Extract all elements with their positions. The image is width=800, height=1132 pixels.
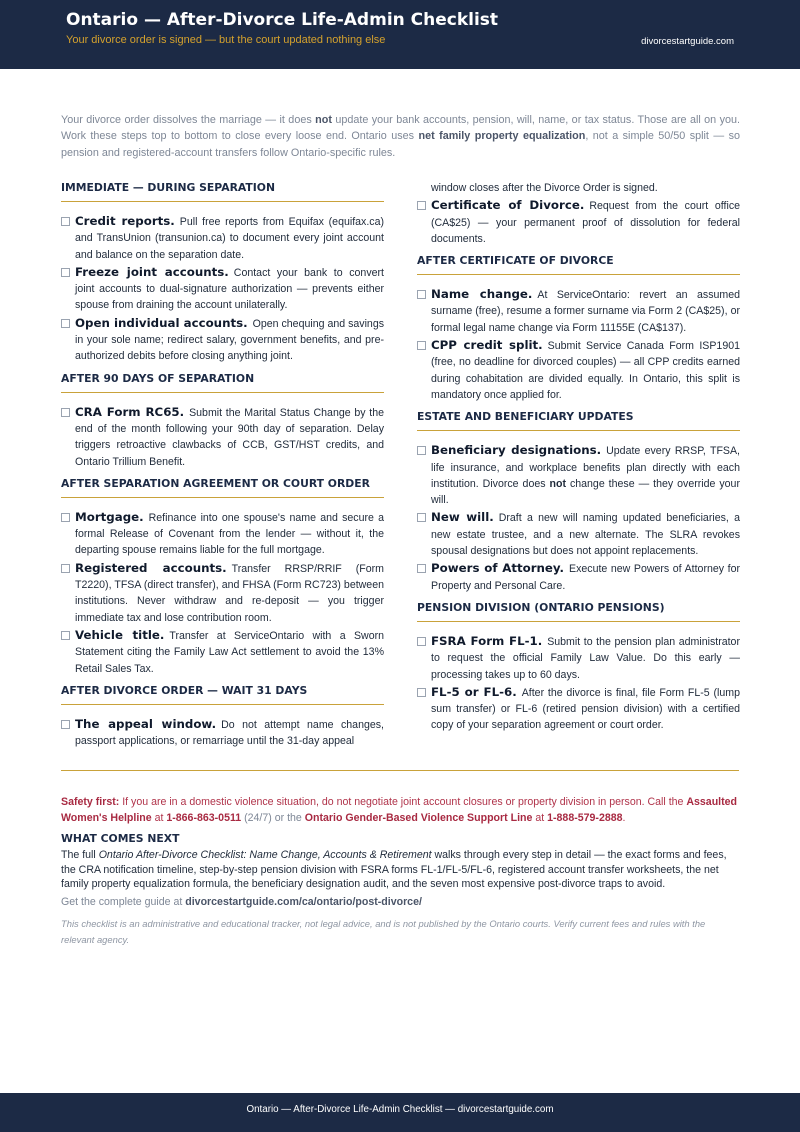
what-comes-next-body: The full Ontario After-Divorce Checklist: Name Change, Accounts & Retirement walks through every step in detail — the exact forms and fees, the CRA notification timeline, step-by-step pension division with FSRA forms FL-1/FL-5/FL-6, registered account transfer worksheets, the net family property equalization formula, the beneficiary designation audit, and the seven most expensive post-divorce traps to avoid. (61, 849, 727, 891)
checkbox[interactable] (61, 720, 70, 729)
checklist-item-mortgage: Mortgage. Refinance into one spouse's name and secure a formal Release of Covenant from the lender — without it, the departing spouse remains liable for the full mortgage. (61, 509, 384, 559)
intro-paragraph: Your divorce order dissolves the marriage — it does not update your bank accounts, pension, will, name, or tax status. Those are all on you. Work these steps top to bottom to close every loose end. Ontario uses net family property equalization, not a simple 50/50 split — so pension and registered-account transfers follow Ontario-specific rules. (61, 114, 740, 159)
disclaimer: This checklist is an administrative and educational tracker, not legal advice, and is not published by the Ontario courts. Verify current fees and rules with the relevant agency. (61, 918, 706, 945)
checklist-item-certificate: Certificate of Divorce. Request from the court office (CA$25) — your permanent proof of dissolution for federal documents. (417, 197, 740, 247)
helpline-link[interactable]: Assaulted Women's Helpline (61, 796, 738, 824)
checkbox[interactable] (61, 408, 70, 417)
section-heading-estate: ESTATE AND BENEFICIARY UPDATES (417, 409, 740, 431)
checklist-item-powers-of-attorney: Powers of Attorney. Execute new Powers of Attorney for Property and Personal Care. (417, 560, 740, 594)
section-heading-agreement: AFTER SEPARATION AGREEMENT OR COURT ORDER (61, 476, 384, 498)
checklist-item-registered-accounts: Registered accounts. Transfer RRSP/RRIF (Form T2220), TFSA (direct transfer), and FHSA (Form RC723) between institutions. Never withdraw and re-deposit — you trigger immediate tax and lose contribution room. (61, 560, 384, 626)
checkbox[interactable] (61, 319, 70, 328)
checklist-item-rc65: CRA Form RC65. Submit the Marital Status Change by the end of the month following your 90th day of separation. Delay triggers retroactive clawbacks of CCB, GST/HST credits, and Ontario Trillium Benefit. (61, 404, 384, 470)
checkbox[interactable] (61, 564, 70, 573)
right-column (417, 180, 740, 735)
section-heading-divorce-order: AFTER DIVORCE ORDER — WAIT 31 DAYS (61, 683, 384, 705)
page-title: Ontario — After-Divorce Life-Admin Checklist (66, 10, 499, 30)
support-line-phone[interactable]: 1-888-579-2888 (547, 812, 623, 824)
safety-notice: Safety first: If you are in a domestic violence situation, do not negotiate joint account closures or property division in person. Call the Assaulted Women's Helpline at 1-866-863-0511 (24/7) or the Ontario Gender-Based Violence Support Line at 1-888-579-2888. (61, 796, 738, 824)
left-column (61, 180, 384, 750)
checklist-item-beneficiary: Beneficiary designations. Update every RRSP, TFSA, life insurance, and workplace benefits plan directly with each institution. Divorce does not change these — they override your will. (417, 442, 740, 508)
page-header (0, 0, 800, 69)
checklist-item-new-will: New will. Draft a new will naming updated beneficiaries, a new estate trustee, and a new alternate. The SLRA revokes spousal designations but does not appoint replacements. (417, 509, 740, 559)
checklist-item-cpp-split: CPP credit split. Submit Service Canada Form ISP1901 (free, no deadline for divorced couples) — all CPP credits earned during cohabitation are divided equally. In Ontario, this split is mandatory once applied for. (417, 337, 740, 403)
checklist-item-credit-reports: Credit reports. Pull free reports from Equifax (equifax.ca) and TransUnion (transunion.ca) to document every joint account and balance on the separation date. (61, 213, 384, 263)
checkbox[interactable] (61, 513, 70, 522)
appeal-window-continuation: window closes after the Divorce Order is signed. (431, 182, 658, 194)
section-heading-after90: AFTER 90 DAYS OF SEPARATION (61, 371, 384, 393)
checkbox[interactable] (417, 688, 426, 697)
checklist-item-open-individual: Open individual accounts. Open chequing and savings in your sole name; redirect salary, government benefits, and pre-authorized debits before closing anything joint. (61, 315, 384, 365)
checklist-item-freeze-joint: Freeze joint accounts. Contact your bank to convert joint accounts to dual-signature authorization — prevents either spouse from draining the account unilaterally. (61, 264, 384, 314)
footer-text: Ontario — After-Divorce Life-Admin Checklist — divorcestartguide.com (246, 1104, 554, 1115)
checklist-item-name-change: Name change. At ServiceOntario: revert an assumed surname (free), resume a former surname via Form 2 (CA$25), or formal legal name change via Form 11155E (CA$137). (417, 286, 740, 336)
checklist-item-vehicle-title: Vehicle title. Transfer at ServiceOntario with a Sworn Statement citing the Family Law Act settlement to avoid the 13% Retail Sales Tax. (61, 627, 384, 677)
header-site-link[interactable]: divorcestartguide.com (641, 36, 734, 47)
section-heading-pension: PENSION DIVISION (ONTARIO PENSIONS) (417, 600, 740, 622)
page-footer (0, 1093, 800, 1132)
checkbox[interactable] (417, 290, 426, 299)
checkbox[interactable] (61, 631, 70, 640)
checklist-item-appeal-window: The appeal window. Do not attempt name changes, passport applications, or remarriage until the 31-day appeal (61, 716, 384, 750)
support-line-link[interactable]: Ontario Gender-Based Violence Support Line (304, 812, 533, 824)
helpline-phone[interactable]: 1-866-863-0511 (166, 812, 242, 824)
checkbox[interactable] (417, 201, 426, 210)
checkbox[interactable] (61, 217, 70, 226)
checklist-item-fsra-fl1: FSRA Form FL-1. Submit to the pension plan administrator to request the official Family Law Value. Do this early — processing takes up to 60 days. (417, 633, 740, 683)
checkbox[interactable] (417, 637, 426, 646)
guide-url-link[interactable]: divorcestartguide.com/ca/ontario/post-divorce/ (185, 896, 422, 908)
checkbox[interactable] (417, 341, 426, 350)
checkbox[interactable] (417, 513, 426, 522)
checkbox[interactable] (417, 446, 426, 455)
guide-link-line: Get the complete guide at divorcestartguide.com/ca/ontario/post-divorce/ (61, 896, 422, 908)
checkbox[interactable] (417, 564, 426, 573)
section-heading-immediate: IMMEDIATE — DURING SEPARATION (61, 180, 384, 202)
section-heading-certificate: AFTER CERTIFICATE OF DIVORCE (417, 253, 740, 275)
section-divider (61, 770, 739, 771)
checkbox[interactable] (61, 268, 70, 277)
what-comes-next-heading: WHAT COMES NEXT (61, 832, 180, 845)
checklist-item-fl5-fl6: FL-5 or FL-6. After the divorce is final, file Form FL-5 (lump sum transfer) or FL-6 (retired pension division) with a certified copy of your separation agreement or court order. (417, 684, 740, 734)
page-subtitle: Your divorce order is signed — but the court updated nothing else (66, 34, 386, 46)
